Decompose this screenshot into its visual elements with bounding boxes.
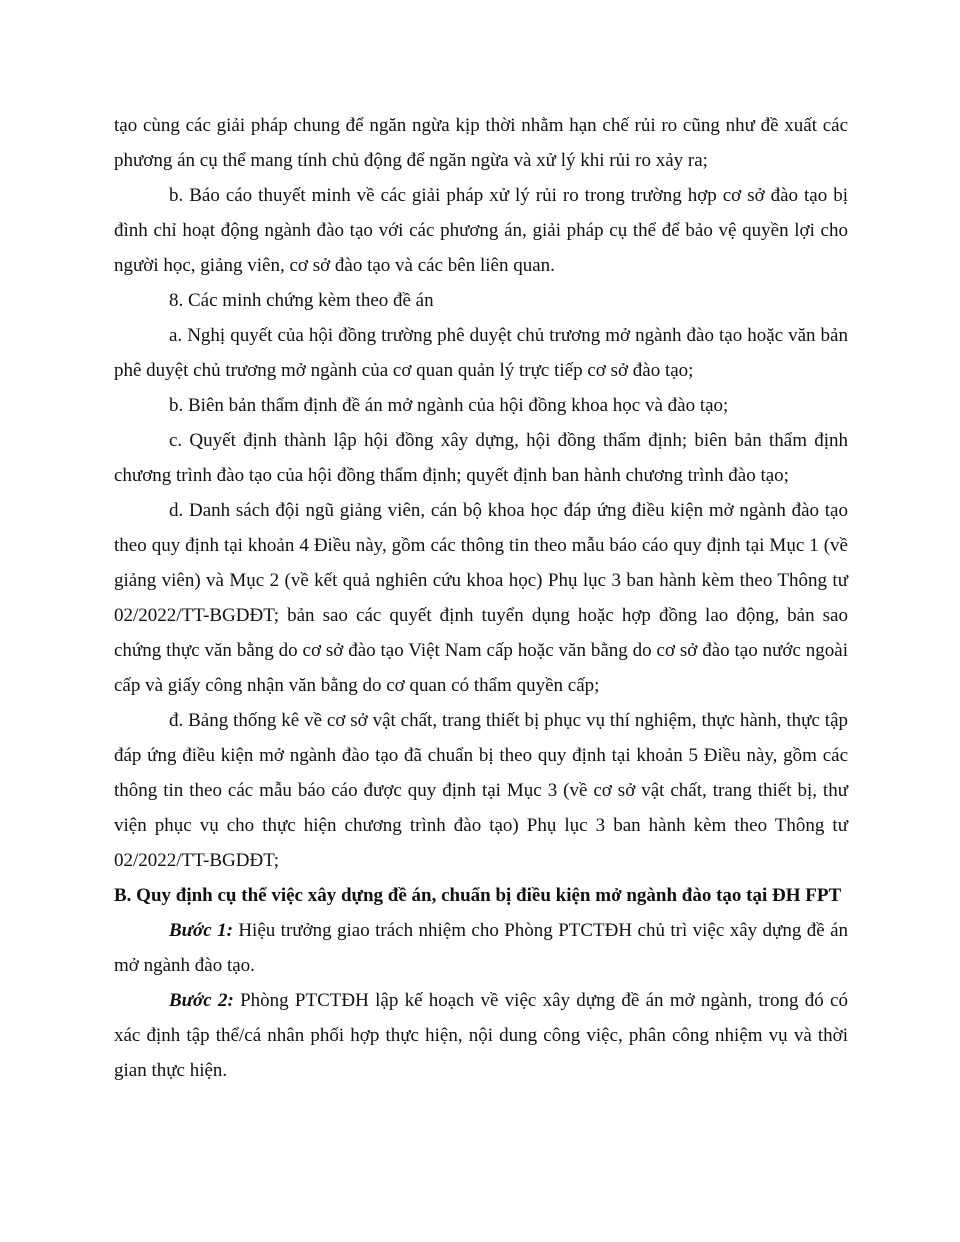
paragraph-section-8-title: 8. Các minh chứng kèm theo đề án xyxy=(169,290,434,311)
paragraph-risk-solutions-continued: tạo cùng các giải pháp chung để ngăn ngừa kịp thời nhằm hạn chế rủi ro cũng như đề xuất các phương án cụ thể mang tính chủ động để ngăn ngừa và xử lý khi rủi ro xảy ra; xyxy=(114,115,848,171)
paragraph-item-d-lecturer-list: d. Danh sách đội ngũ giảng viên, cán bộ khoa học đáp ứng điều kiện mở ngành đào tạo theo quy định tại khoản 4 Điều này, gồm các thông tin theo mẫu báo cáo quy định tại Mục 1 (về giảng viên) và Mục 2 (về kết quả nghiên cứu khoa học) Phụ lục 3 ban hành kèm theo Thông tư 02/2022/TT-BGDĐT; bản sao các quyết định tuyển dụng hoặc hợp đồng lao động, bản sao chứng thực văn bằng do cơ sở đào tạo Việt Nam cấp hoặc văn bằng do cơ sở đào tạo nước ngoài cấp và giấy công nhận văn bằng do cơ quan có thẩm quyền cấp; xyxy=(114,500,848,696)
step-2-text: Phòng PTCTĐH lập kế hoạch về việc xây dựng đề án mở ngành, trong đó có xác định tập thể/cá nhân phối hợp thực hiện, nội dung công việc, phân công nhiệm vụ và thời gian thực hiện. xyxy=(114,990,848,1081)
step-2-label: Bước 2: xyxy=(169,990,234,1011)
paragraph-item-b-appraisal-minutes: b. Biên bản thẩm định đề án mở ngành của hội đồng khoa học và đào tạo; xyxy=(169,395,729,416)
paragraph-item-c-decision: c. Quyết định thành lập hội đồng xây dựng, hội đồng thẩm định; biên bản thẩm định chương trình đào tạo của hội đồng thẩm định; quyết định ban hành chương trình đào tạo; xyxy=(114,430,848,486)
document-page xyxy=(114,108,848,1088)
step-2-paragraph xyxy=(114,983,848,1088)
paragraph-item-a-resolution: a. Nghị quyết của hội đồng trường phê duyệt chủ trương mở ngành đào tạo hoặc văn bản phê duyệt chủ trương mở ngành của cơ quan quản lý trực tiếp cơ sở đào tạo; xyxy=(114,325,848,381)
step-1-label: Bước 1: xyxy=(169,920,233,941)
step-1-paragraph xyxy=(114,913,848,983)
paragraph-item-b-risk-report: b. Báo cáo thuyết minh về các giải pháp xử lý rủi ro trong trường hợp cơ sở đào tạo bị đình chỉ hoạt động ngành đào tạo với các phương án, giải pháp cụ thể để bảo vệ quyền lợi cho người học, giảng viên, cơ sở đào tạo và các bên liên quan. xyxy=(114,185,848,276)
paragraph-item-dd-facilities: đ. Bảng thống kê về cơ sở vật chất, trang thiết bị phục vụ thí nghiệm, thực hành, thực tập đáp ứng điều kiện mở ngành đào tạo đã chuẩn bị theo quy định tại khoản 5 Điều này, gồm các thông tin theo các mẫu báo cáo được quy định tại Mục 3 (về cơ sở vật chất, trang thiết bị, thư viện phục vụ cho thực hiện chương trình đào tạo) Phụ lục 3 ban hành kèm theo Thông tư 02/2022/TT-BGDĐT; xyxy=(114,710,848,871)
section-b-heading: B. Quy định cụ thể việc xây dựng đề án, chuẩn bị điều kiện mở ngành đào tạo tại ĐH FPT xyxy=(114,885,842,906)
step-1-text: Hiệu trưởng giao trách nhiệm cho Phòng PTCTĐH chủ trì việc xây dựng đề án mở ngành đào tạo. xyxy=(114,920,848,976)
